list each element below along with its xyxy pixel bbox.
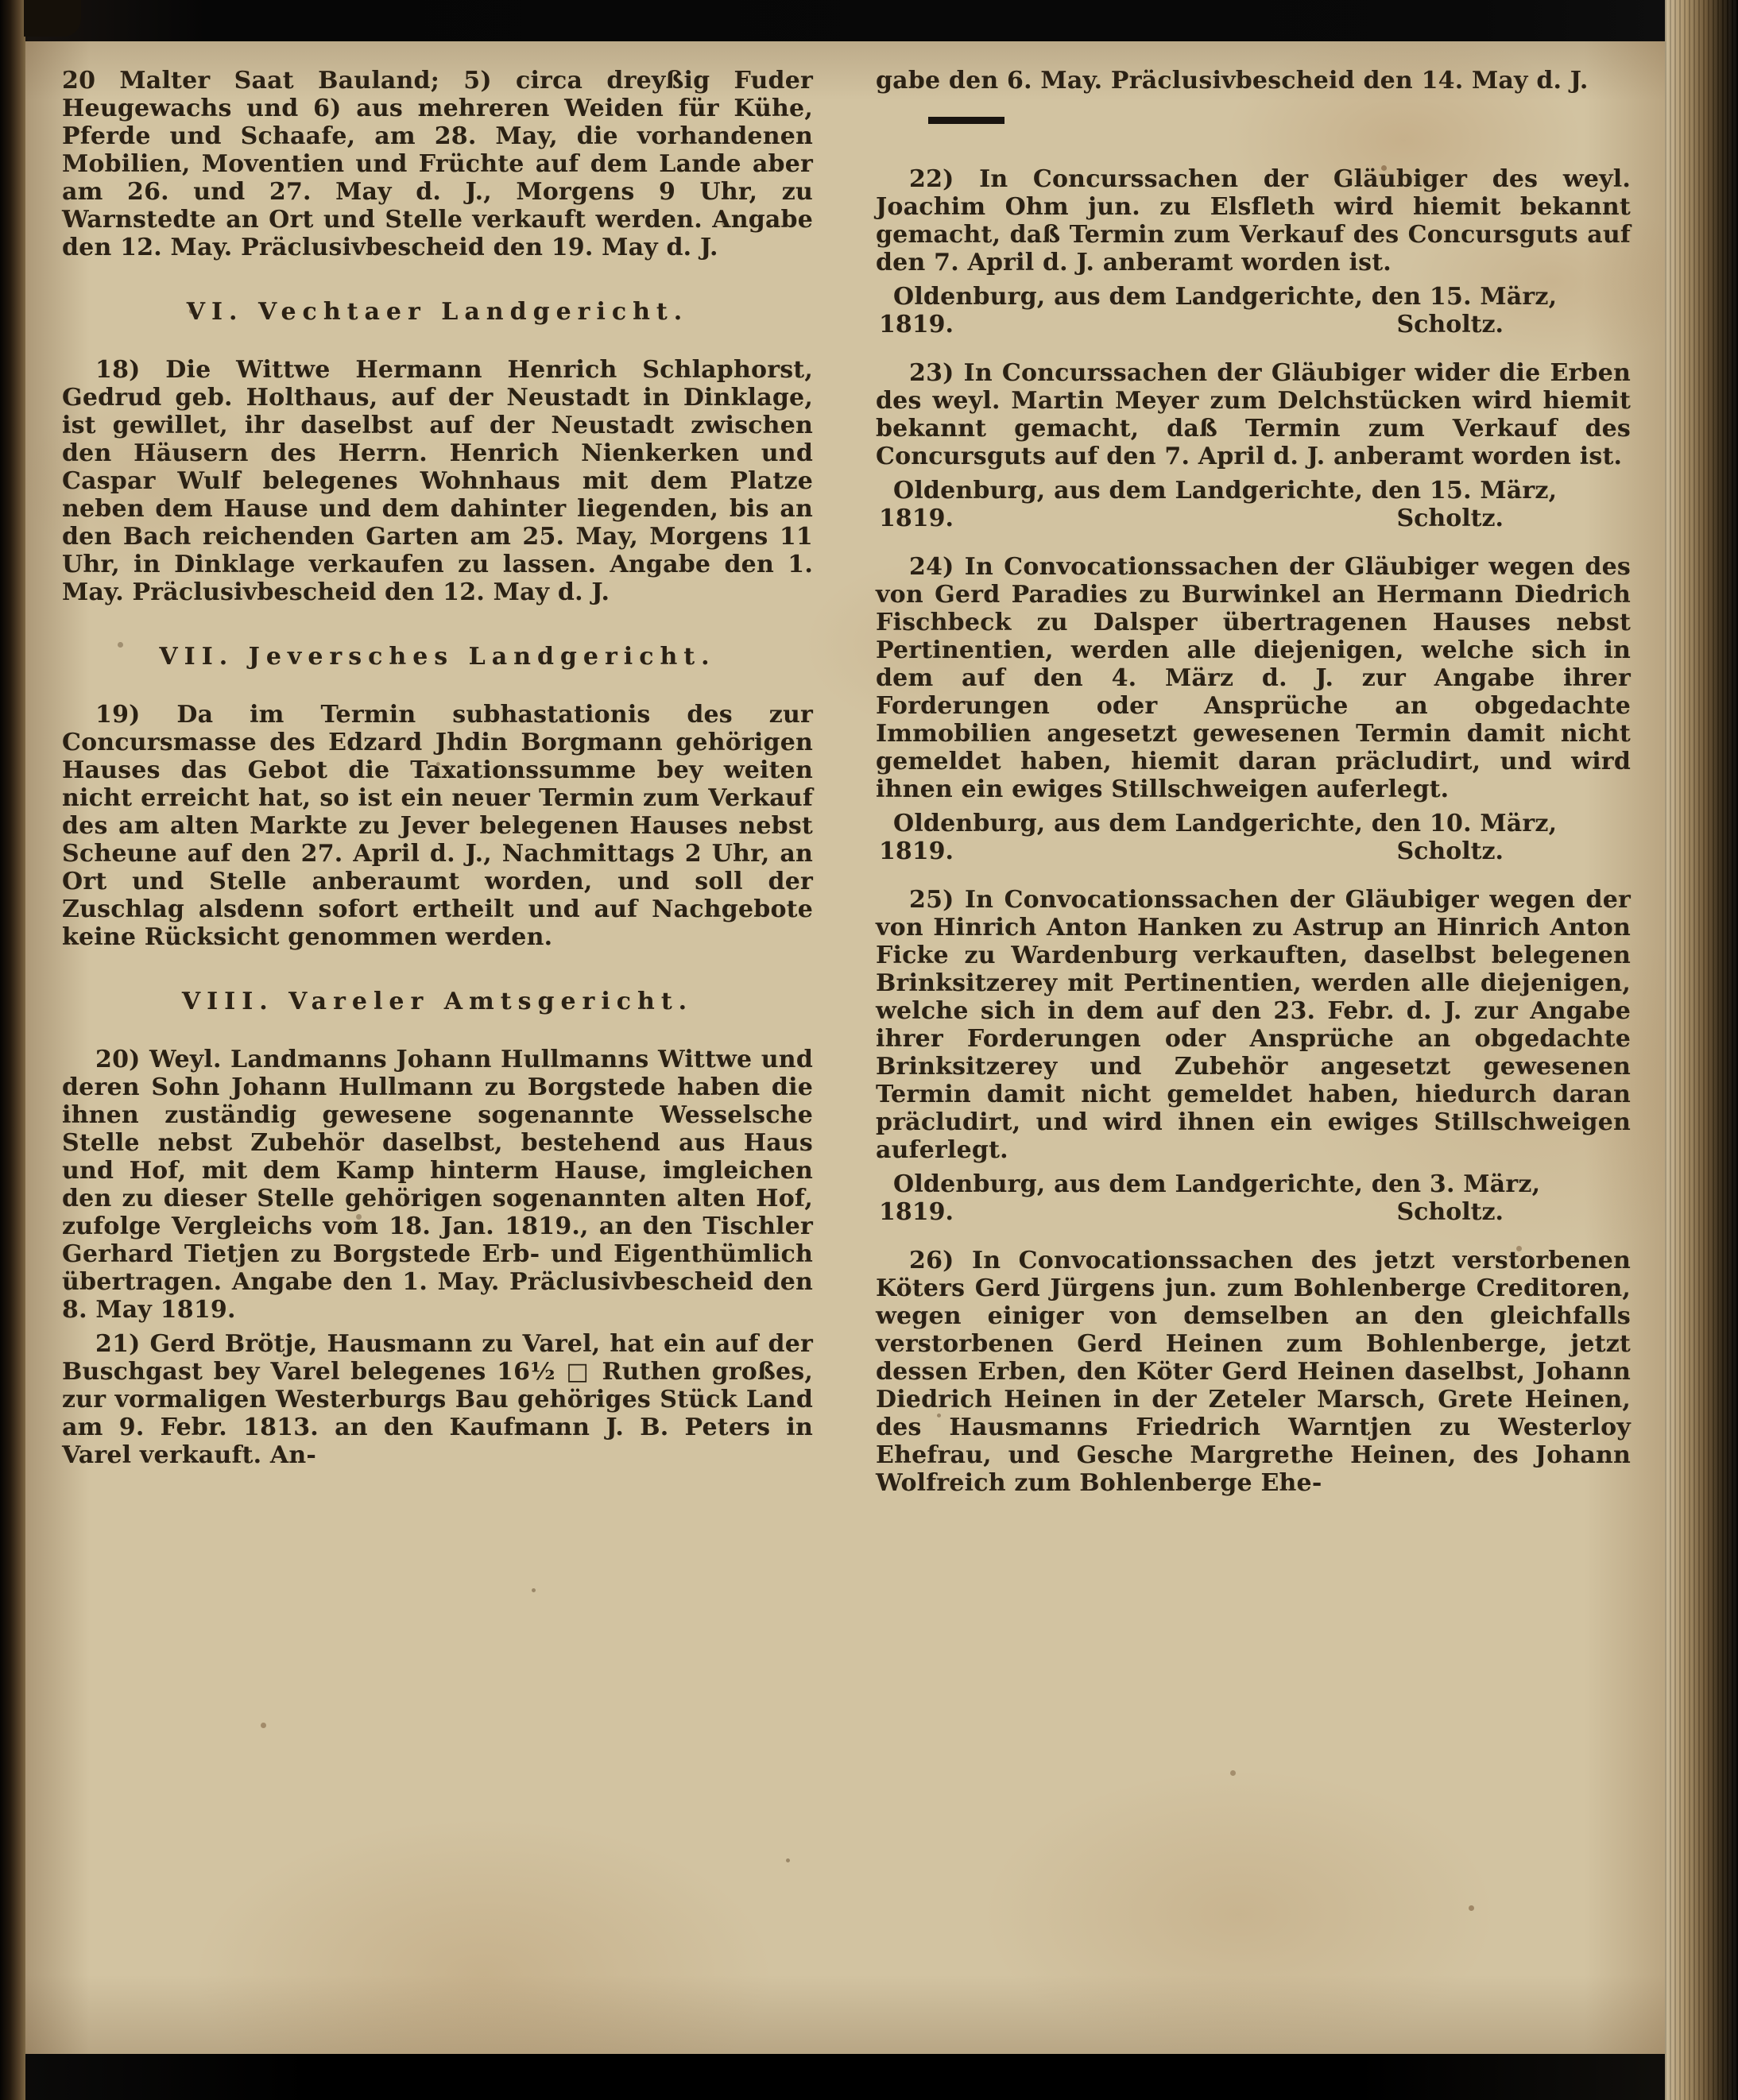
body-paragraph: 20) Weyl. Landmanns Johann Hullmanns Wittwe und deren Sohn Johann Hullmann zu Borgstede haben die ihnen zuständig gewesene sogenannte Wesselsche Stelle nebst Zubehör daselbst, bestehend aus Haus und Hof, mit dem Kamp hinterm Hause, imgleichen den zu dieser Stelle gehörigen sogenannten alten Hof, zufolge Vergleichs vom 18. Jan. 1819., an den Tischler Gerhard Tietjen zu Borgstede Erb- und Eigenthümlich übertragen. Angabe den 1. May. Präclusivbescheid den 8. May 1819.	[62, 1046, 813, 1324]
signature-year: 1819.	[879, 311, 954, 338]
stacked-page-edges	[1665, 0, 1738, 2100]
signature-year: 1819.	[879, 505, 954, 532]
section-heading-vareler-amtsgericht: VIII. Vareler Amtsgericht.	[181, 988, 694, 1015]
body-paragraph: 23) In Concurssachen der Gläubiger wider die Erben des weyl. Martin Meyer zum Delchstücken wird hiemit bekannt gemacht, daß Termin zum Verkauf des Concursguts auf den 7. April d. J. anberamt worden ist.	[876, 359, 1631, 470]
body-paragraph: 22) In Concurssachen der Gläubiger des weyl. Joachim Ohm jun. zu Elsfleth wird hiemit bekannt gemacht, daß Termin zum Verkauf des Concursguts auf den 7. April d. J. anberamt worden ist.	[876, 165, 1631, 277]
signature-name: Scholtz.	[1396, 311, 1504, 338]
dateline: Oldenburg, aus dem Landgerichte, den 3. März,	[893, 1170, 1541, 1198]
signature-name: Scholtz.	[1396, 837, 1504, 865]
body-paragraph: 24) In Convocationssachen der Gläubiger wegen des von Gerd Paradies zu Burwinkel an Hermann Diedrich Fischbeck zu Dalsper übertragenen Hauses nebst Pertinentien, werden alle diejenigen, welche sich in dem auf den 4. März d. J. zur Angabe ihrer Forderungen oder Ansprüche an obgedachte Immobilien angesetzt gewesenen Termin damit nicht gemeldet haben, hiemit daran präcludirt, und wird ihnen ein ewiges Stillschweigen auferlegt.	[876, 553, 1631, 803]
right-column	[876, 67, 1631, 1503]
body-paragraph: 21) Gerd Brötje, Hausmann zu Varel, hat ein auf der Buschgast bey Varel belegenes 16½ □ Ruthen großes, zur vormaligen Westerburgs Bau gehöriges Stück Land am 9. Febr. 1813. an den Kaufmann J. B. Peters in Varel verkauft. An-	[62, 1330, 813, 1469]
body-paragraph: 26) In Convocationssachen des jetzt verstorbenen Köters Gerd Jürgens jun. zum Bohlenberge Creditoren, wegen einiger von demselben an den gleichfalls verstorbenen Gerd Heinen zum Bohlenberge, jetzt dessen Erben, den Köter Gerd Heinen daselbst, Johann Diedrich Heinen in der Zeteler Marsch, Grete Heinen, des Hausmanns Friedrich Warntjen zu Westerloy Ehefrau, und Gesche Margrethe Heinen, des Johann Wolfreich zum Bohlenberge Ehe-	[876, 1247, 1631, 1497]
dateline: Oldenburg, aus dem Landgerichte, den 15. März,	[893, 283, 1558, 311]
signature-row	[876, 505, 1631, 532]
body-paragraph: 25) In Convocationssachen der Gläubiger wegen der von Hinrich Anton Hanken zu Astrup an Hinrich Anton Ficke zu Wardenburg verkauften, daselbst belegenen Brinksitzerey mit Pertinentien, werden alle diejenigen, welche sich in dem auf den 23. Febr. d. J. zur Angabe ihrer Forderungen oder Ansprüche an obgedachte Brinksitzerey und Zubehör angesetzt gewesenen Termin damit nicht gemeldet haben, hiedurch daran präcludirt, und wird ihnen ein ewiges Stillschweigen auferlegt.	[876, 886, 1631, 1164]
signature-name: Scholtz.	[1396, 1198, 1504, 1226]
book-binding-edge	[0, 0, 25, 2100]
dateline: Oldenburg, aus dem Landgerichte, den 10. März,	[893, 810, 1558, 837]
scan-bottom-margin	[0, 2054, 1738, 2100]
paper	[24, 40, 1666, 2056]
body-paragraph: 19) Da im Termin subhastationis des zur Concursmasse des Edzard Jhdin Borgmann gehörigen Hauses das Gebot die Taxationssumme bey weiten nicht erreicht hat, so ist ein neuer Termin zum Verkauf des am alten Markte zu Jever belegenen Hauses nebst Scheune auf den 27. April d. J., Nachmittags 2 Uhr, an Ort und Stelle anberaumt worden, und soll der Zuschlag alsdenn sofort ertheilt und auf Nachgebote keine Rücksicht genommen werden.	[62, 701, 813, 951]
signature-year: 1819.	[879, 837, 954, 865]
scan-top-margin	[0, 0, 1738, 41]
signature-year: 1819.	[879, 1198, 954, 1226]
body-paragraph: 20 Malter Saat Bauland; 5) circa dreyßig Fuder Heugewachs und 6) aus mehreren Weiden für Kühe, Pferde und Schaafe, am 28. May, die vorhandenen Mobilien, Moventien und Früchte auf dem Lande aber am 26. und 27. May d. J., Morgens 9 Uhr, zu Warnstedte an Ort und Stelle verkauft werden. Angabe den 12. May. Präclusivbescheid den 19. May d. J.	[62, 67, 813, 261]
left-column	[62, 67, 813, 1475]
section-heading-jeversches-landgericht: VII. Jeversches Landgericht.	[159, 643, 716, 671]
dateline: Oldenburg, aus dem Landgerichte, den 15. März,	[893, 477, 1558, 505]
signature-row	[876, 1198, 1631, 1226]
section-divider	[928, 117, 1004, 124]
section-heading-vechtaer-landgericht: VI. Vechtaer Landgericht.	[186, 298, 689, 326]
book-binding-corner	[24, 0, 81, 37]
body-paragraph: 18) Die Wittwe Hermann Henrich Schlaphorst, Gedrud geb. Holthaus, auf der Neustadt in Dinklage, ist gewillet, ihr daselbst auf der Neustadt zwischen den Häusern des Herrn. Henrich Nienkerken und Caspar Wulf belegenes Wohnhaus mit dem Platze neben dem Hause und dem dahinter liegenden, bis an den Bach reichenden Garten am 25. May, Morgens 11 Uhr, in Dinklage verkaufen zu lassen. Angabe den 1. May. Präclusivbescheid den 12. May d. J.	[62, 356, 813, 606]
signature-row	[876, 311, 1631, 338]
signature-row	[876, 837, 1631, 865]
signature-name: Scholtz.	[1396, 505, 1504, 532]
body-paragraph: gabe den 6. May. Präclusivbescheid den 14. May d. J.	[876, 67, 1589, 95]
